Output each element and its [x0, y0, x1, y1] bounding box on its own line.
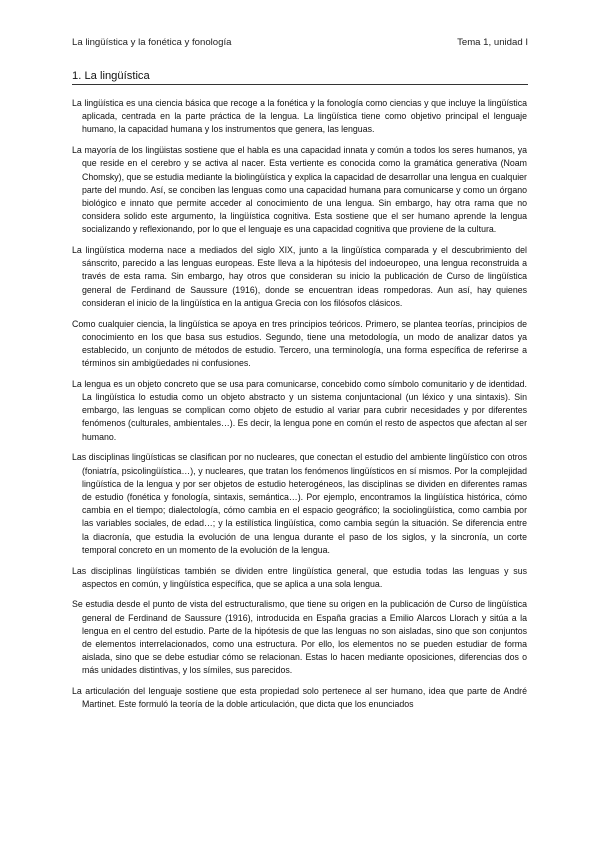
section-heading: 1. La lingüística	[72, 70, 528, 85]
header-left: La lingüística y la fonética y fonología	[72, 37, 232, 48]
paragraph: Se estudia desde el punto de vista del estructuralismo, que tiene su origen en la publicación de Curso de lingüística general de Ferdinand de Saussure (1916), introducida en España gracias a Emilio Alarcos Llorach y sitúa a la lengua en el centro del estudio. Parte de la hipótesis de que las lenguas no son aisladas, sino que son conjuntos de elementos interrelacionados, como una estructura. Por ello, los elementos no se pueden estudiar de forma aislada, sino que se debe estudiar cómo se relacionan. Estas lo hacen mediante oposiciones, diferencias dos o más unidades distintivas, y los símiles, sus parecidos.	[72, 599, 527, 676]
body-text	[72, 97, 527, 719]
paragraph: La mayoría de los lingüistas sostiene que el habla es una capacidad innata y común a todos los seres humanos, ya que reside en el cerebro y se activa al nacer. Esta vertiente es conocida como la gramática generativa (Noam Chomsky), que se estudia mediante la biolingüística y explica la capacidad de desarrollar una lengua en cualquier parte del mundo. Así, se conciben las lenguas como una capacidad humana para comunicarse y como un órgano biológico e innato que permite acceder al conocimiento de una lengua. Sin embargo, hay otra rama que no considera solido este argumento, la lingüística cognitiva. Esta sostiene que el ser humano aprende la lengua socializando y reflexionando, por lo que el lenguaje es una capacidad cognitiva que proviene de la cultura.	[72, 145, 527, 235]
page-header	[72, 37, 528, 48]
header-right: Tema 1, unidad I	[457, 37, 528, 48]
paragraph: La articulación del lenguaje sostiene que esta propiedad solo pertenece al ser humano, idea que parte de André Martinet. Este formuló la teoría de la doble articulación, que dicta que los enunciados	[72, 686, 527, 710]
paragraph: La lingüística es una ciencia básica que recoge a la fonética y la fonología como ciencias y que incluye la lingüística aplicada, centrada en la parte práctica de la lengua. La lingüística tiene como objetivo principal el lenguaje humano, la capacidad humana y los instrumentos que genera, las lenguas.	[72, 98, 527, 135]
paragraph: Las disciplinas lingüísticas se clasifican por no nucleares, que conectan el estudio del ambiente lingüístico con otros (foniatría, psicolingüística…), y nucleares, que tratan los fenómenos lingüísticos en sí mismos. Por la complejidad lingüística de la lengua y por ser objetos de estudio heterogéneos, las disciplinas se dividen en diferentes ramas de estudio (fonética y fonología, sintaxis, semántica…). Por ejemplo, encontramos la lingüística histórica, cómo cambia en el tiempo; dialectología, cómo cambia en el espacio geográfico; la sociolingüística, como cambia por las variables sociales, de edad…; y la estilística lingüística, como cambia según la situación. Se diferencia entre la diacronía, que estudia la evolución de una lengua durante el paso de los siglos, y la sincronía, un corte temporal concreto en un momento de la evolución de la lengua.	[72, 452, 527, 555]
paragraph: Como cualquier ciencia, la lingüística se apoya en tres principios teóricos. Primero, se plantea teorías, principios de conocimiento en los que basa sus estudios. Segundo, tiene una metodología, un modo de analizar datos ya establecido, un conjunto de métodos de estudio. Tercero, una terminología, una forma específica de referirse a términos sin ambigüedades ni confusiones.	[72, 318, 527, 369]
paragraph: La lingüística moderna nace a mediados del siglo XIX, junto a la lingüística comparada y el descubrimiento del sánscrito, parecido a las lenguas europeas. Este lleva a la hipótesis del indoeuropeo, una lengua reconstruida a través de esta rama. Sin embargo, hay otros que consideran su inicio la publicación de Curso de lingüística general de Ferdinand de Saussure (1916), donde se encuentran ideas rompedoras. Aun así, hay quienes consideran el inicio de la lingüística en la antigua Grecia con los filósofos clásicos.	[72, 245, 527, 308]
paragraph: La lengua es un objeto concreto que se usa para comunicarse, concebido como símbolo comunitario y de identidad. La lingüística lo estudia como un objeto abstracto y un sistema conjuntacional (un léxico y una sintaxis). Sin embargo, las lenguas se complican como objeto de estudio al variar para cubrir necesidades y por diferentes fenómenos (culturales, ambientales…). Es decir, la lengua pone en común el resto de aspectos que afectan al ser humano.	[72, 378, 527, 442]
paragraph: Las disciplinas lingüísticas también se dividen entre lingüística general, que estudia todas las lenguas y sus aspectos en común, y lingüística específica, que se aplica a una sola lengua.	[72, 565, 527, 589]
